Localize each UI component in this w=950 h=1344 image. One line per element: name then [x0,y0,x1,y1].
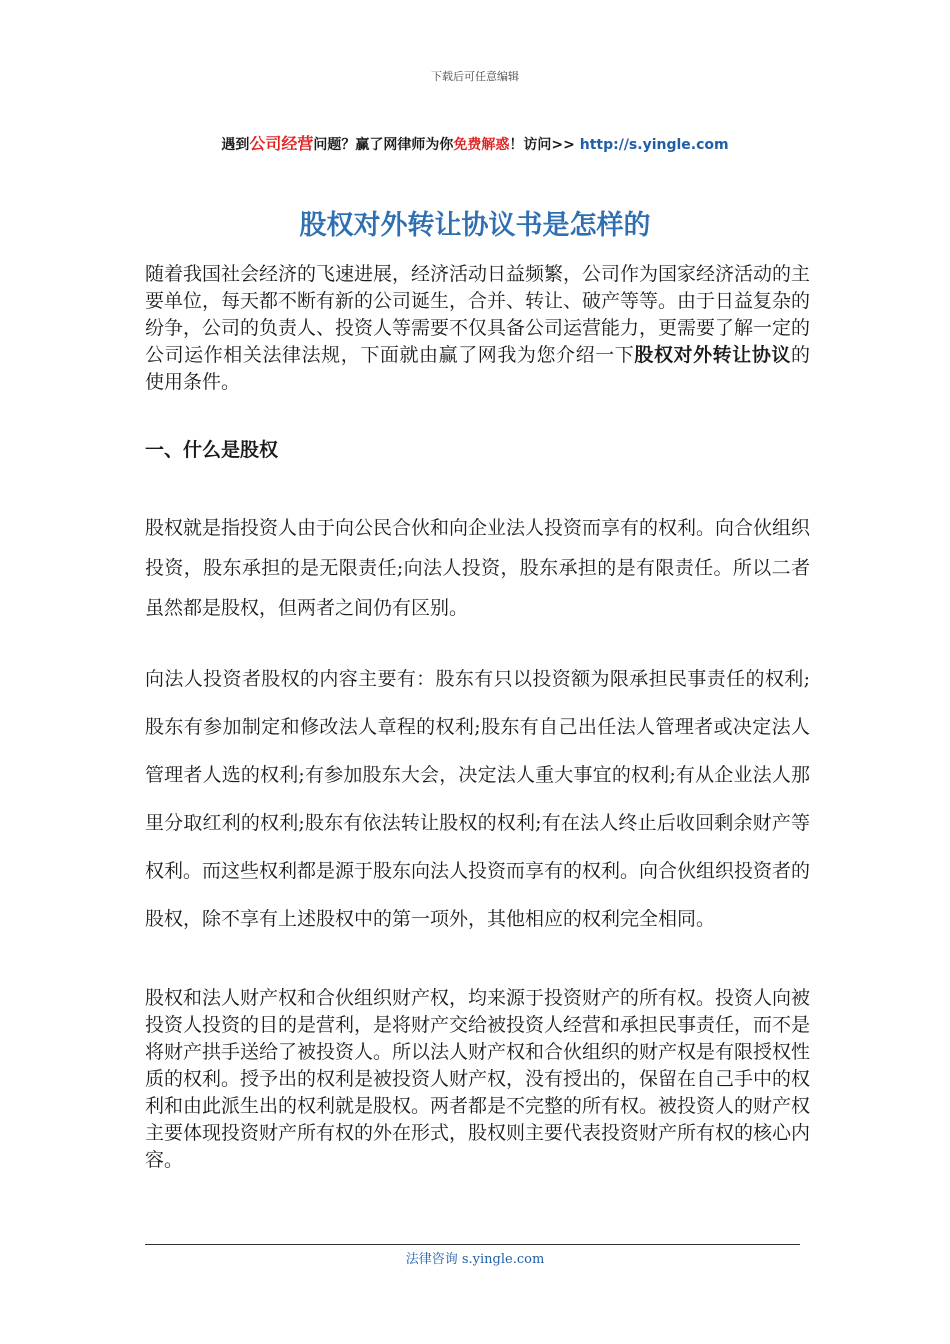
paragraph-equity-property: 股权和法人财产权和合伙组织财产权，均来源于投资财产的所有权。投资人向被投资人投资的目的是营利，是将财产交给被投资人经营和承担民事责任，而不是将财产拱手送给了被投资人。所以法人财产权和合伙组织的财产权是有限授权性质的权利。授予出的权利是被投资人财产权，没有授出的，保留在自己手中的权利和由此派生出的权利就是股权。两者都是不完整的所有权。被投资人的财产权主要体现投资财产所有权的外在形式，股权则主要代表投资财产所有权的核心内容。 [145,987,811,1171]
footer-divider [145,1244,800,1245]
promo-text: 遇到 [221,137,250,153]
promo-highlight-free: 免费解惑 [453,137,510,153]
intro-bold-term: 股权对外转让协议 [634,344,791,366]
header-note: 下载后可任意编辑 [431,70,519,83]
intro-text-end: 的使用条件。 [145,344,810,393]
promo-text: 问题？赢了网律师为你 [313,137,454,153]
promo-highlight-company: 公司经营 [249,134,314,153]
section-heading: 一、什么是股权 [145,439,279,461]
promo-link[interactable]: http://s.yingle.com [579,137,729,153]
intro-paragraph [145,261,810,396]
promo-text: ！访问>> [509,137,580,153]
footer-text[interactable]: 法律咨询 s.yingle.com [405,1252,545,1267]
intro-text: 随着我国社会经济的飞速进展，经济活动日益频繁，公司作为国家经济活动的主要单位，每天都不断有新的公司诞生，合并、转让、破产等等。由于日益复杂的纷争，公司的负责人、投资人等需要不仅具备公司运营能力，更需要了解一定的公司运作相关法律法规，下面就由赢了网我为您介绍一下 [145,263,811,366]
document-title: 股权对外转让协议书是怎样的 [299,210,651,241]
paragraph-equity-definition: 股权就是指投资人由于向公民合伙和向企业法人投资而享有的权利。向合伙组织投资，股东承担的是无限责任;向法人投资，股东承担的是有限责任。所以二者虽然都是股权，但两者之间仍有区别。 [145,517,811,619]
paragraph-equity-content: 向法人投资者股权的内容主要有：股东有只以投资额为限承担民事责任的权利;股东有参加制定和修改法人章程的权利;股东有自己出任法人管理者或决定法人管理者人选的权利;有参加股东大会，决定法人重大事宜的权利;有从企业法人那里分取红利的权利;股东有依法转让股权的权利;有在法人终止后收回剩余财产等权利。而这些权利都是源于股东向法人投资而享有的权利。向合伙组织投资者的股权，除不享有上述股权中的第一项外，其他相应的权利完全相同。 [145,668,811,930]
promo-banner [0,131,950,154]
